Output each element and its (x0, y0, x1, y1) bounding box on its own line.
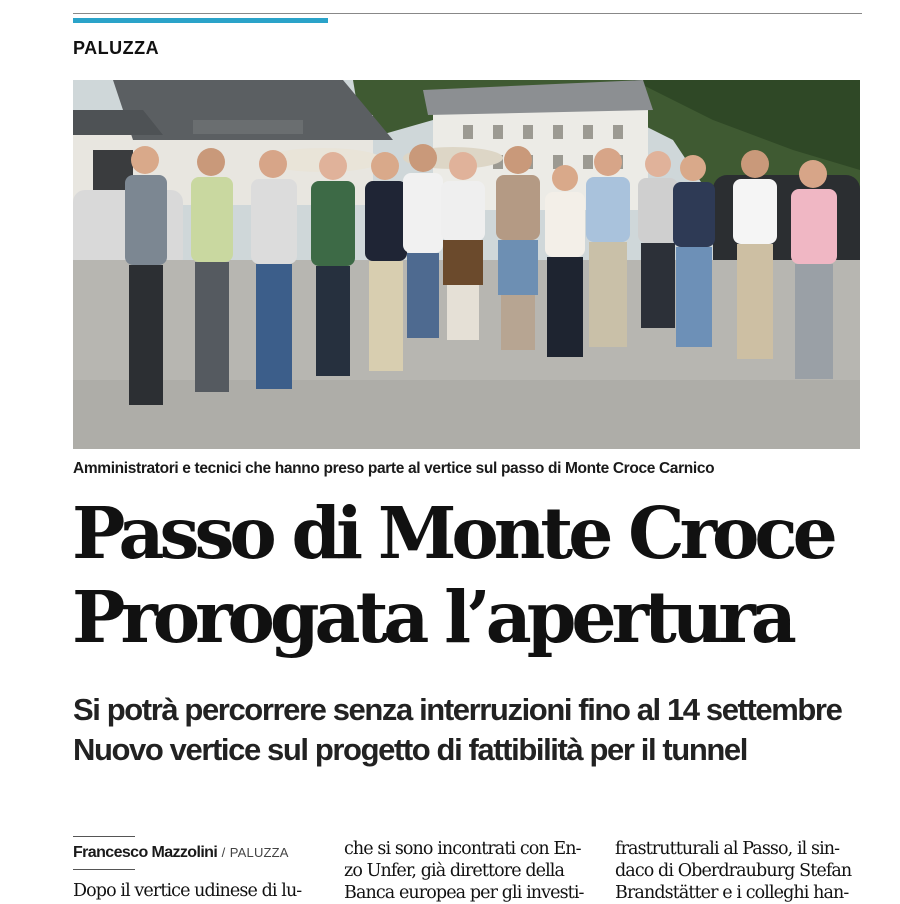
subtitle-line-1: Si potrà percorrere senza interruzioni fino al 14 settembre (73, 692, 842, 727)
section-accent-bar (73, 18, 328, 23)
article-photo (73, 80, 860, 449)
headline-line-1: Passo di Monte Croce (72, 491, 833, 575)
body-column-3 (615, 838, 861, 904)
top-rule (73, 13, 862, 14)
body-text-line: Dopo il vertice udinese di lu- (73, 881, 302, 901)
byline (73, 844, 289, 862)
body-text-line: che si sono incontrati con En- (344, 839, 581, 859)
byline-author: Francesco Mazzolini (73, 844, 218, 861)
byline-separator: / (221, 845, 226, 860)
body-text-line: daco di Oberdrauburg Stefan (615, 861, 852, 881)
byline-place: PALUZZA (229, 845, 289, 860)
byline-rule-top (73, 836, 135, 837)
subtitle-line-2: Nuovo vertice sul progetto di fattibilità per il tunnel (73, 732, 747, 767)
headline-line-2: Prorogata l’apertura (72, 575, 792, 659)
section-label: PALUZZA (73, 38, 160, 58)
body-column-2 (344, 838, 590, 904)
body-text-line: Banca europea per gli investi- (344, 883, 584, 903)
headline (72, 491, 872, 659)
photo-caption: Amministratori e tecnici che hanno preso parte al vertice sul passo di Monte Croce Carnico (73, 460, 715, 477)
subtitle (73, 690, 873, 770)
body-text-line: zo Unfer, già direttore della (344, 861, 565, 881)
body-text-line: Brandstätter e i colleghi han- (615, 883, 849, 903)
group-photo-icon (73, 80, 860, 449)
byline-rule-bottom (73, 869, 135, 870)
body-text-line: frastrutturali al Passo, il sin- (615, 839, 840, 859)
